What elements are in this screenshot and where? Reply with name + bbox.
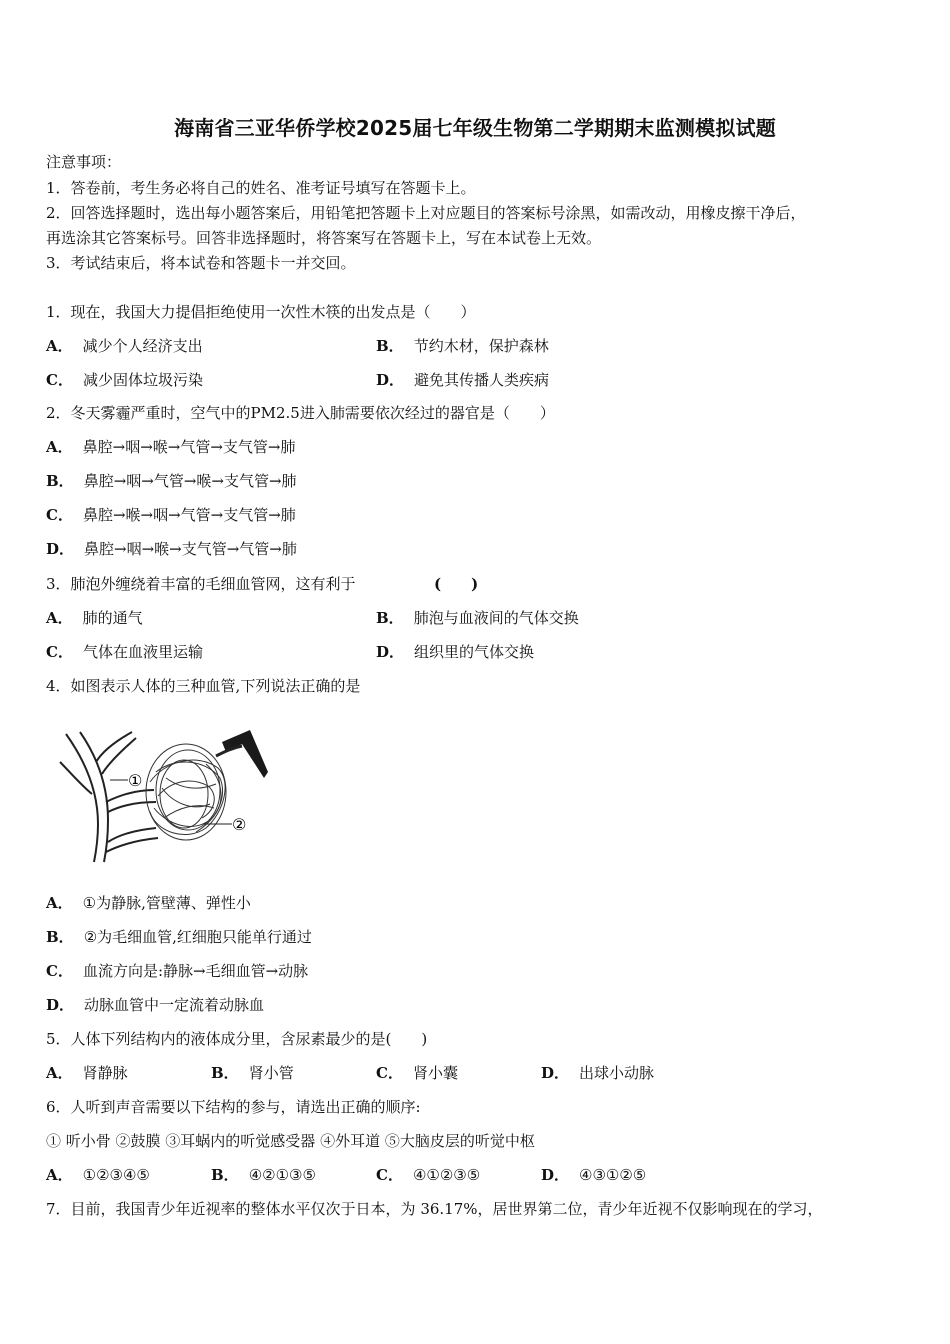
option-c xyxy=(376,1165,480,1185)
answer-paren: ( ) xyxy=(434,575,479,593)
option-d xyxy=(376,370,549,390)
figure-label-1: ① xyxy=(128,771,143,790)
question-stem: 5．人体下列结构内的液体成分里，含尿素最少的是( ) xyxy=(46,1030,428,1048)
option-text: 节约木材，保护森林 xyxy=(413,337,549,355)
option-text: ①②③④⑤ xyxy=(82,1166,150,1184)
notice-item: 再选涂其它答案标号。回答非选择题时，将答案写在答题卡上，写在本试卷上无效。 xyxy=(46,229,602,247)
option-c xyxy=(46,961,308,981)
option-label: B． xyxy=(211,1166,239,1184)
capillary-network-shape xyxy=(146,744,226,840)
question-stem: 1．现在，我国大力提倡拒绝使用一次性木筷的出发点是（ ） xyxy=(46,303,476,321)
option-label: B． xyxy=(211,1064,239,1082)
option-label: B． xyxy=(46,928,74,946)
option-text: ②为毛细血管,红细胞只能单行通过 xyxy=(83,928,312,946)
option-label: A． xyxy=(46,337,73,355)
option-c xyxy=(46,370,203,390)
option-label: D． xyxy=(541,1064,570,1082)
option-text: ④①②③⑤ xyxy=(412,1166,481,1184)
option-text: 鼻腔→咽→喉→支气管→气管→肺 xyxy=(84,540,297,558)
option-text: 避免其传播人类疾病 xyxy=(414,371,550,389)
option-text: 动脉血管中一定流着动脉血 xyxy=(84,996,265,1014)
option-b xyxy=(376,336,549,356)
option-a xyxy=(46,893,251,913)
option-a xyxy=(46,1165,150,1185)
option-label: C． xyxy=(46,962,73,980)
option-c xyxy=(46,505,296,525)
option-text: 气体在血液里运输 xyxy=(82,643,203,661)
notice-item: 2．回答选择题时，选出每小题答案后，用铅笔把答题卡上对应题目的答案标号涂黑，如需改动，用橡皮擦干净后， xyxy=(46,204,806,222)
question-stem: 6．人听到声音需要以下结构的参与，请选出正确的顺序: xyxy=(46,1098,421,1116)
option-label: D． xyxy=(376,371,405,389)
option-label: C． xyxy=(376,1166,403,1184)
option-label: C． xyxy=(376,1064,403,1082)
option-text: ①为静脉,管壁薄、弹性小 xyxy=(82,894,251,912)
option-text: 减少固体垃圾污染 xyxy=(82,371,203,389)
option-label: C． xyxy=(46,506,73,524)
option-a xyxy=(46,608,143,628)
option-text: 出球小动脉 xyxy=(579,1064,655,1082)
question-stem: 4．如图表示人体的三种血管,下列说法正确的是 xyxy=(46,677,361,695)
option-b xyxy=(46,927,312,947)
option-text: 肾静脉 xyxy=(82,1064,128,1082)
artery-branch-shape xyxy=(60,732,158,862)
option-text: 鼻腔→咽→喉→气管→支气管→肺 xyxy=(82,438,296,456)
option-a xyxy=(46,336,203,356)
option-text: 肾小管 xyxy=(248,1064,294,1082)
option-b xyxy=(211,1165,316,1185)
blood-vessel-diagram xyxy=(46,712,274,872)
option-label: A． xyxy=(46,894,73,912)
figure-label-2: ② xyxy=(232,815,247,834)
option-label: A． xyxy=(46,609,73,627)
option-label: D． xyxy=(376,643,405,661)
option-label: C． xyxy=(46,371,73,389)
option-text: ④②①③⑤ xyxy=(248,1166,316,1184)
option-text: 减少个人经济支出 xyxy=(82,337,203,355)
option-d xyxy=(46,995,264,1015)
question-stem: 3．肺泡外缠绕着丰富的毛细血管网，这有利于 xyxy=(46,575,356,593)
option-a xyxy=(46,437,295,457)
option-label: B． xyxy=(376,609,404,627)
option-d xyxy=(46,539,297,559)
option-label: A． xyxy=(46,1064,73,1082)
option-text: ④③①②⑤ xyxy=(579,1166,647,1184)
page-title: 海南省三亚华侨学校2025届七年级生物第二学期期末监测模拟试题 xyxy=(174,116,776,140)
question-stem: 2．冬天雾霾严重时，空气中的PM2.5进入肺需要依次经过的器官是（ ） xyxy=(46,404,555,422)
option-c xyxy=(376,1063,458,1083)
notice-heading: 注意事项： xyxy=(46,153,122,171)
option-label: A． xyxy=(46,438,73,456)
option-text: 鼻腔→喉→咽→气管→支气管→肺 xyxy=(82,506,296,524)
notice-item: 1．答卷前，考生务必将自己的姓名、准考证号填写在答题卡上。 xyxy=(46,179,476,197)
vein-shape xyxy=(216,730,268,778)
question-stem: 7．目前，我国青少年近视率的整体水平仅次于日本，为 36.17%，居世界第二位，青少年近视不仅影响现在的学习， xyxy=(46,1200,823,1218)
option-c xyxy=(46,642,203,662)
option-text: 鼻腔→咽→气管→喉→支气管→肺 xyxy=(83,472,297,490)
option-d xyxy=(541,1063,654,1083)
option-text: 肺的通气 xyxy=(82,609,143,627)
option-b xyxy=(211,1063,294,1083)
question-subtext: ① 听小骨 ②鼓膜 ③耳蜗内的听觉感受器 ④外耳道 ⑤大脑皮层的听觉中枢 xyxy=(46,1132,535,1150)
option-label: D． xyxy=(46,540,75,558)
option-d xyxy=(376,642,534,662)
option-a xyxy=(46,1063,128,1083)
option-label: D． xyxy=(46,996,75,1014)
option-b xyxy=(376,608,579,628)
option-text: 血流方向是:静脉→毛细血管→动脉 xyxy=(82,962,309,980)
option-label: B． xyxy=(376,337,404,355)
option-text: 组织里的气体交换 xyxy=(414,643,535,661)
option-label: B． xyxy=(46,472,74,490)
option-label: D． xyxy=(541,1166,570,1184)
notice-item: 3．考试结束后，将本试卷和答题卡一并交回。 xyxy=(46,254,356,272)
option-label: C． xyxy=(46,643,73,661)
option-text: 肾小囊 xyxy=(412,1064,458,1082)
option-d xyxy=(541,1165,646,1185)
option-text: 肺泡与血液间的气体交换 xyxy=(413,609,579,627)
option-b xyxy=(46,471,297,491)
option-label: A． xyxy=(46,1166,73,1184)
